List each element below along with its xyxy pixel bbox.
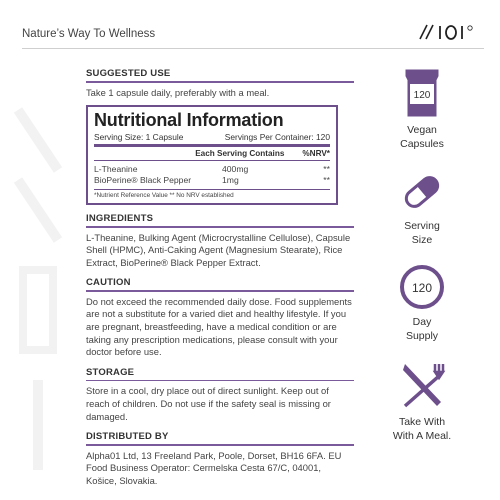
storage-section bbox=[86, 367, 354, 423]
feature-day-supply bbox=[372, 264, 472, 343]
caution-text: Do not exceed the recommended daily dose. Food supplements are not a substitute for a varied diet and healthy lifestyle. If you are pregnant, breastfeeding, have a medical condition or are taking any prescription medications, please consult with your doctor before use. bbox=[86, 295, 352, 358]
fork-knife-icon bbox=[397, 360, 447, 410]
feature-label: Size bbox=[411, 234, 433, 246]
clock-icon bbox=[399, 264, 445, 310]
caution-heading: CAUTION bbox=[86, 277, 131, 289]
feature-label: Vegan bbox=[407, 124, 437, 136]
feature-label: Supply bbox=[405, 330, 439, 342]
section-divider bbox=[86, 226, 354, 228]
serving-size: Serving Size: 1 Capsule bbox=[94, 132, 184, 143]
feature-label: Capsules bbox=[400, 138, 444, 150]
suggested-use-text: Take 1 capsule daily, preferably with a meal. bbox=[86, 86, 270, 98]
feature-vegan-capsules bbox=[372, 68, 472, 151]
servings-per-container: Servings Per Container: 120 bbox=[224, 132, 330, 143]
capsule-icon bbox=[400, 170, 444, 214]
ingredients-text: L-Theanine, Bulking Agent (Microcrystalline Cellulose), Capsule Shell (HPMC), Anti-Caking Agent (Magnesium Stearate), Rice Extract, BioPerine® Black Pepper Extract. bbox=[86, 231, 351, 268]
nutrition-row bbox=[94, 164, 330, 175]
nutrient-amount: 1mg bbox=[222, 175, 239, 186]
nutrition-footnote: *Nutrient Reference Value ** No NRV established bbox=[94, 192, 234, 200]
feature-take-with-meal bbox=[372, 360, 472, 443]
suggested-use-section bbox=[86, 68, 354, 99]
pouch-icon bbox=[400, 68, 444, 118]
tagline: Nature’s Way To Wellness bbox=[22, 28, 156, 40]
nutrition-column-header bbox=[94, 147, 330, 161]
nutrient-nrv: ** bbox=[323, 164, 330, 175]
suggested-use-heading: SUGGESTED USE bbox=[86, 68, 171, 79]
nutrition-row bbox=[94, 175, 330, 186]
nutrient-nrv: ** bbox=[323, 175, 330, 186]
section-divider bbox=[86, 290, 354, 292]
pouch-count: 120 bbox=[413, 90, 431, 101]
feature-label: Day bbox=[412, 316, 432, 328]
distributed-heading: DISTRIBUTED BY bbox=[86, 431, 169, 443]
distributed-text: Alpha01 Ltd, 13 Freeland Park, Poole, Dorset, BH16 6FA. EU Food Business Operator: Cermelska Cesta 67/C, 04001, Košice, Slovakia. bbox=[86, 449, 342, 486]
feature-label: Serving bbox=[404, 220, 440, 232]
day-count: 120 bbox=[411, 281, 433, 295]
storage-heading: STORAGE bbox=[86, 366, 135, 378]
feature-serving-size bbox=[372, 170, 472, 247]
feature-label: Take With bbox=[398, 416, 446, 428]
section-divider bbox=[86, 81, 354, 83]
col-each-serving: Each Serving Contains bbox=[195, 149, 285, 159]
nutrient-name: L-Theanine bbox=[94, 164, 138, 175]
nutrition-title: Nutritional Information bbox=[94, 110, 284, 131]
ingredients-section bbox=[86, 213, 354, 269]
header-divider bbox=[22, 48, 484, 49]
caution-section bbox=[86, 277, 354, 358]
feature-label: With A Meal. bbox=[392, 430, 452, 442]
col-nrv: %NRV* bbox=[302, 149, 330, 159]
section-divider bbox=[86, 380, 354, 382]
nutrient-name: BioPerine® Black Pepper bbox=[94, 175, 192, 186]
header-bar bbox=[0, 0, 500, 50]
storage-text: Store in a cool, dry place out of direct sunlight. Keep out of reach of children. Do not use if the safety seal is missing or damaged. bbox=[86, 385, 331, 422]
distributed-section bbox=[86, 431, 354, 487]
nutrition-rows bbox=[94, 161, 330, 190]
nutrient-amount: 400mg bbox=[222, 164, 249, 175]
nutrition-serving-info bbox=[94, 132, 330, 147]
nutrition-panel bbox=[86, 105, 338, 205]
watermark-graphic bbox=[8, 80, 68, 480]
brand-logo bbox=[418, 24, 484, 40]
section-divider bbox=[86, 444, 354, 446]
ingredients-heading: INGREDIENTS bbox=[86, 213, 154, 225]
label-content bbox=[86, 68, 354, 487]
